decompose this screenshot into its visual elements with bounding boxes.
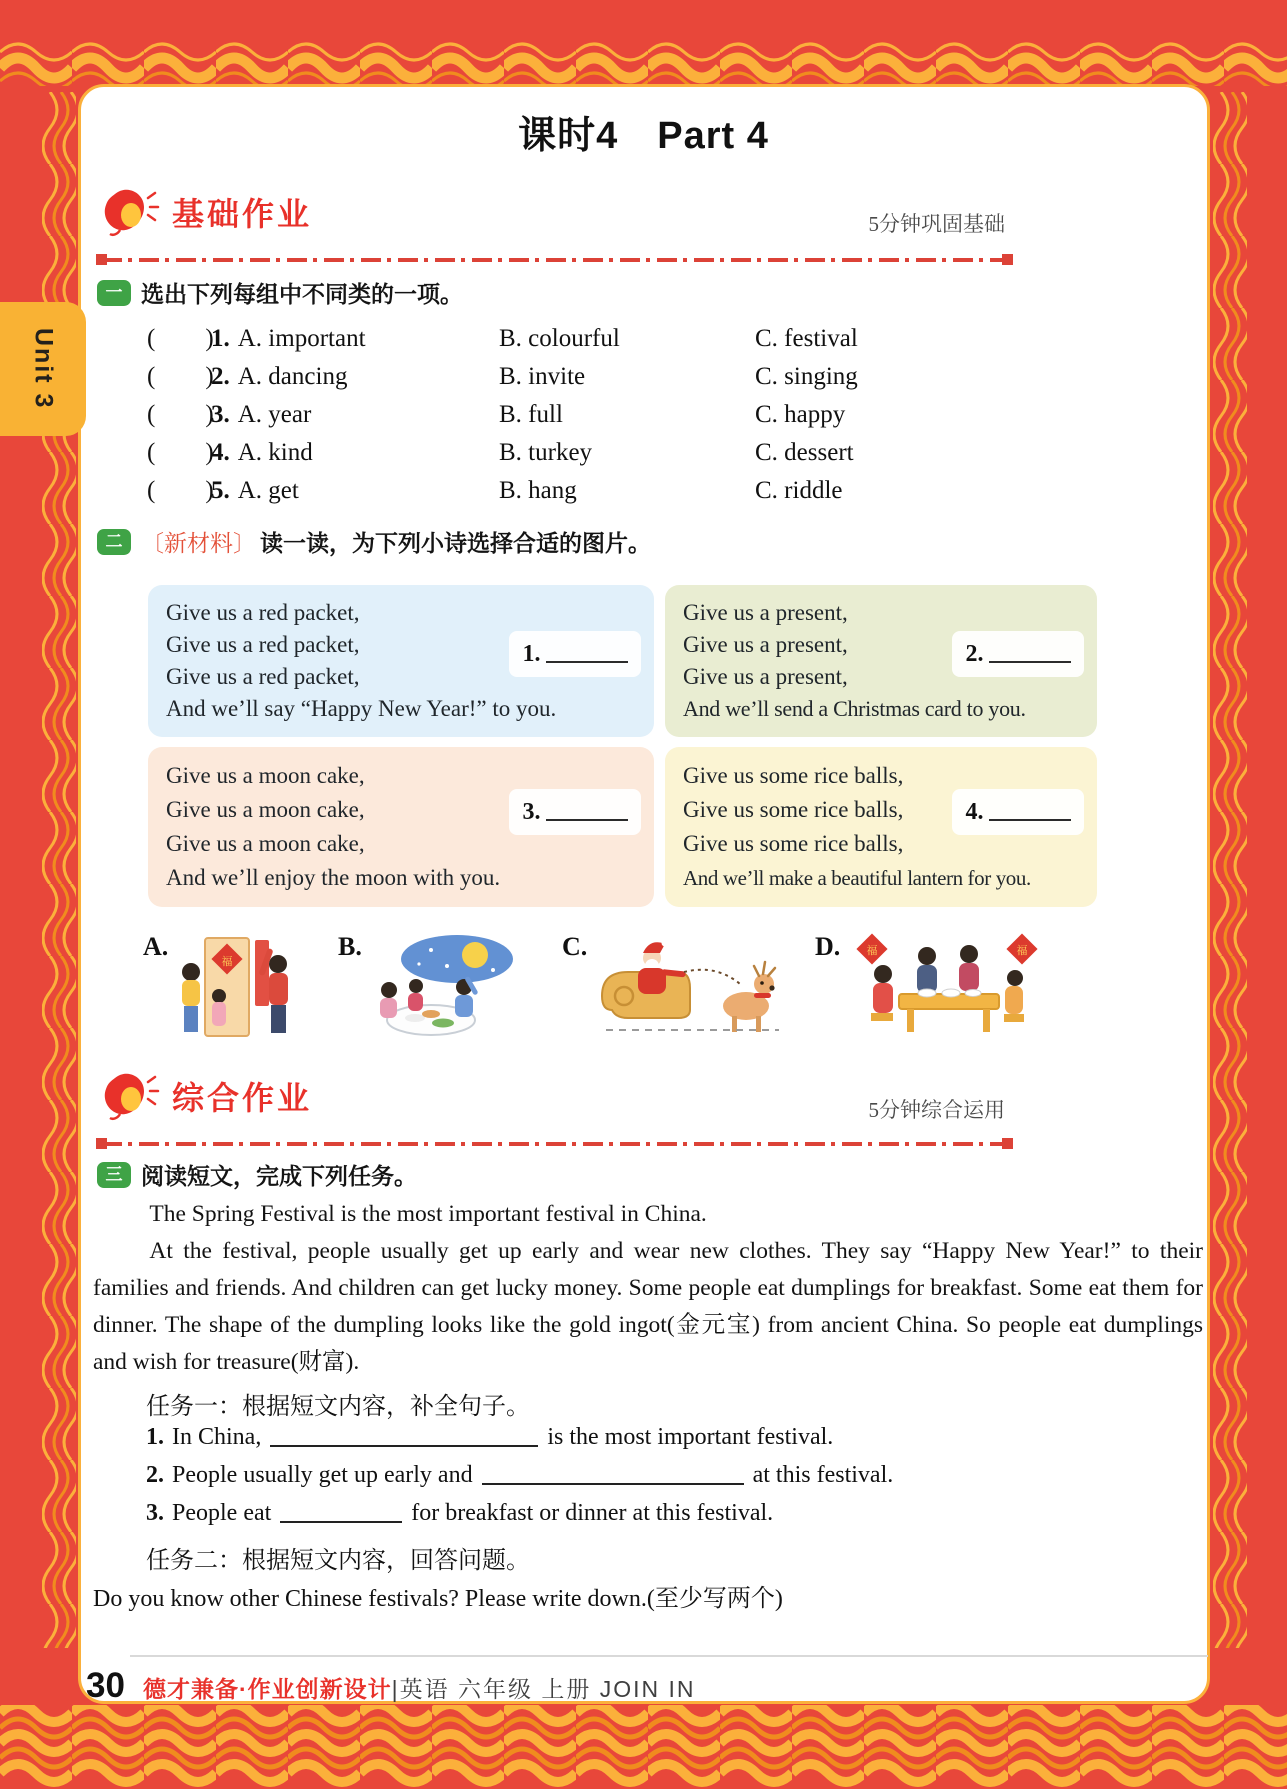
picture-option-c[interactable]: C. xyxy=(562,932,789,1042)
table-row: ( ) 4. A. kind B. turkey C. dessert xyxy=(147,432,1097,470)
fill-item-2: 2. People usually get up early and at this festival. xyxy=(146,1462,894,1488)
answer-blank[interactable] xyxy=(280,1503,402,1523)
answer-blank[interactable] xyxy=(989,803,1071,821)
family-table-illustration xyxy=(847,932,1047,1042)
answer-slot-4[interactable]: 4. xyxy=(952,789,1084,835)
picture-option-d[interactable]: D. 福 福 xyxy=(815,932,1047,1042)
passage-paragraph: The Spring Festival is the most important festival in China. xyxy=(149,1201,707,1227)
lantern-icon xyxy=(100,1070,160,1122)
unit-tab[interactable] xyxy=(0,302,86,436)
moon-viewing-illustration xyxy=(369,932,519,1042)
table-row: ( ) 1. A. important B. colourful C. festival xyxy=(147,318,1097,356)
option-c: C. festival xyxy=(755,325,858,352)
svg-text:福: 福 xyxy=(1016,945,1028,957)
picture-option-b[interactable]: B. xyxy=(338,932,519,1042)
santa-sleigh-illustration xyxy=(594,932,789,1042)
footer xyxy=(86,1666,696,1706)
option-b: B. colourful xyxy=(499,325,620,352)
option-a: A. year xyxy=(237,401,312,428)
picture-option-a[interactable]: A. 福 xyxy=(143,932,315,1042)
badge-two: 二 xyxy=(97,529,131,555)
answer-blank[interactable] xyxy=(270,1427,538,1447)
table-row: ( ) 2. A. dancing B. invite C. singing xyxy=(147,356,1097,394)
unit-tab-label: Unit 3 xyxy=(29,328,58,410)
section-timer: 5分钟巩固基础 xyxy=(868,212,1005,236)
exercise2-instruction: 二 〔新材料〕 读一读，为下列小诗选择合适的图片。 xyxy=(97,525,651,558)
option-b: B. full xyxy=(499,401,563,428)
answer-bracket[interactable]: ( ) xyxy=(147,477,214,504)
exercise1-instruction: 一 选出下列每组中不同类的一项。 xyxy=(97,276,463,309)
option-c: C. singing xyxy=(755,363,858,390)
task2-label: 任务二：根据短文内容，回答问题。 xyxy=(146,1548,530,1574)
footer-rule xyxy=(130,1655,1208,1657)
fill-item-3: 3. People eat for breakfast or dinner at this festival. xyxy=(146,1500,774,1526)
task1-label: 任务一：根据短文内容，补全句子。 xyxy=(146,1394,530,1420)
reading-passage xyxy=(93,1196,1203,1381)
option-c: C. happy xyxy=(755,401,846,428)
section-header-comprehensive xyxy=(100,1070,312,1122)
poem-box-4: Give us some rice balls, Give us some rice balls, Give us some rice balls, And we’ll make a beautiful lantern for you. 4. xyxy=(665,747,1097,907)
svg-text:福: 福 xyxy=(221,956,233,968)
section-title: 基础作业 xyxy=(172,196,313,232)
answer-blank[interactable] xyxy=(546,645,628,663)
task2-question: Do you know other Chinese festivals? Please write down.(至少写两个) xyxy=(93,1586,783,1612)
option-b: B. hang xyxy=(499,477,577,504)
section-title: 综合作业 xyxy=(172,1080,313,1116)
dash-separator xyxy=(102,1142,1007,1146)
table-row: ( ) 3. A. year B. full C. happy xyxy=(147,394,1097,432)
passage-paragraph: At the festival, people usually get up early and wear new clothes. They say “Happy New Year!” to their families and friends. And children can get lucky money. Some people eat dumplings for breakfast. Some eat them for dinner. The shape of the dumpling looks like the gold ingot(金元宝) from ancient China. So people eat dumplings and wish for treasure(财富). xyxy=(93,1238,1203,1375)
option-a: A. get xyxy=(237,477,299,504)
poem-box-2: Give us a present, Give us a present, Give us a present, And we’ll send a Christmas card to you. 2. xyxy=(665,585,1097,737)
option-b: B. invite xyxy=(499,363,586,390)
option-c: C. dessert xyxy=(755,439,854,466)
lantern-icon xyxy=(100,186,160,238)
answer-bracket[interactable]: ( ) xyxy=(147,401,214,428)
badge-three: 三 xyxy=(97,1162,131,1188)
section-header-basic xyxy=(100,186,312,238)
option-a: A. important xyxy=(237,325,366,352)
answer-blank[interactable] xyxy=(989,645,1071,663)
fill-item-1: 1. In China, is the most important festival. xyxy=(146,1424,834,1450)
exercise1-rows xyxy=(147,318,1097,508)
answer-blank[interactable] xyxy=(482,1465,744,1485)
exercise3-instruction: 三 阅读短文，完成下列任务。 xyxy=(97,1158,417,1191)
answer-blank[interactable] xyxy=(546,803,628,821)
poem-box-1: Give us a red packet, Give us a red packet, Give us a red packet, And we’ll say “Happy New Year!” to you. 1. xyxy=(148,585,654,737)
dash-separator xyxy=(102,258,1007,262)
svg-text:福: 福 xyxy=(866,945,878,957)
answer-bracket[interactable]: ( ) xyxy=(147,439,214,466)
answer-slot-1[interactable]: 1. xyxy=(509,631,641,677)
badge-one: 一 xyxy=(97,280,131,306)
option-c: C. riddle xyxy=(755,477,843,504)
table-row: ( ) 5. A. get B. hang C. riddle xyxy=(147,470,1097,508)
new-material-tag: 〔新材料〕 xyxy=(141,531,256,556)
spring-couplets-illustration xyxy=(175,932,315,1042)
option-a: A. kind xyxy=(237,439,313,466)
poem-box-3: Give us a moon cake, Give us a moon cake, Give us a moon cake, And we’ll enjoy the moon with you. 3. xyxy=(148,747,654,907)
answer-slot-3[interactable]: 3. xyxy=(509,789,641,835)
option-b: B. turkey xyxy=(499,439,593,466)
footer-page-number: 30 xyxy=(86,1666,125,1705)
page-title: 课时4 Part 4 xyxy=(518,115,769,157)
footer-book-info: |英语 六年级 上册 JOIN IN xyxy=(391,1676,696,1702)
answer-bracket[interactable]: ( ) xyxy=(147,325,214,352)
option-a: A. dancing xyxy=(237,363,348,390)
answer-slot-2[interactable]: 2. xyxy=(952,631,1084,677)
footer-brand: 德才兼备·作业创新设计 xyxy=(142,1676,392,1702)
section-timer: 5分钟综合运用 xyxy=(868,1098,1005,1122)
answer-bracket[interactable]: ( ) xyxy=(147,363,214,390)
